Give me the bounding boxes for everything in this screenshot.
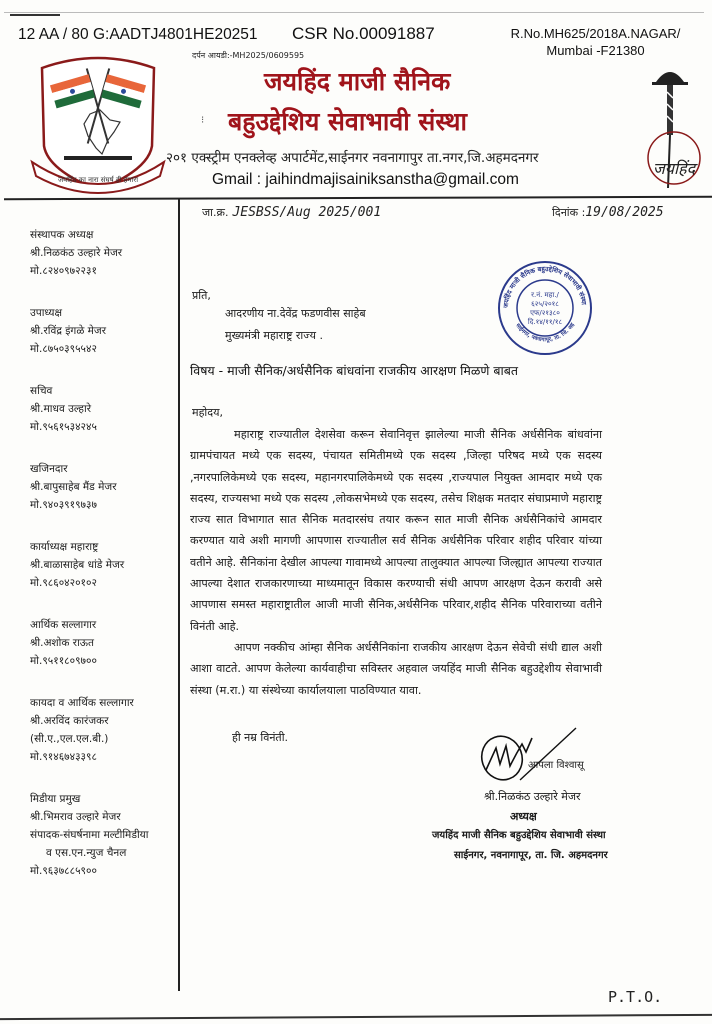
signatory-name: श्री.निळकंठ उल्हारे मेजर bbox=[484, 790, 581, 803]
member-media-head bbox=[30, 790, 178, 880]
registration-12a-80g: 12 AA / 80 G:AADTJ4801HE20251 bbox=[18, 26, 258, 43]
member-role: खजिनदार bbox=[30, 463, 68, 475]
member-financial-advisor bbox=[30, 616, 178, 670]
addressee-designation: मुख्यमंत्री महाराष्ट्र राज्य . bbox=[225, 329, 323, 342]
member-role: संस्थापक अध्यक्ष bbox=[30, 229, 94, 241]
reference-label: जा.क्र. bbox=[202, 206, 229, 219]
member-secretary bbox=[30, 382, 178, 436]
reference-value: JESBSS/Aug 2025/001 bbox=[232, 205, 382, 220]
registration-number bbox=[488, 25, 703, 59]
letter-date bbox=[552, 205, 664, 220]
member-mobile: मो.९८६०४२०१०२ bbox=[30, 577, 97, 589]
paragraph: आपण नक्कीच आंम्हा सैनिक अर्धसैनिकांना राजकीय आरक्षण देऊन सेवेची संधी द्याल अशी आशा वाटते. आपण केलेल्या कार्यवाहीचा सविस्तर अहवाल जयहिंद माजी सैनिक बहुउद्देशीय सेवाभावी संस्था (म.रा.) या संस्थेच्या कार्यालयाला पाठविण्यात यावा. bbox=[190, 640, 602, 697]
to-label: प्रति, bbox=[192, 289, 211, 302]
member-role: मिडीया प्रमुख bbox=[30, 793, 81, 805]
member-mobile: मो.९५११८०९७०० bbox=[30, 655, 97, 667]
organization-name-line1: जयहिंद माजी सैनिक bbox=[264, 67, 451, 96]
shield-shape bbox=[42, 58, 154, 190]
date-label: दिनांक : bbox=[552, 206, 586, 219]
closing-request: ही नम्र विनंती. bbox=[232, 731, 289, 744]
seal-bottom-text: साईनगर, नवनागापूर, ता. जि. अह bbox=[514, 322, 577, 344]
registration-number-line1: R.No.MH625/2018A.NAGAR/ bbox=[510, 26, 681, 41]
member-role: आर्थिक सल्लागार bbox=[30, 619, 97, 631]
darpan-id: दर्पन आयडी:-MH2025/0609595 bbox=[192, 51, 305, 60]
member-founder-president bbox=[30, 226, 178, 280]
date-value: 19/08/2025 bbox=[585, 205, 664, 220]
member-name: श्री.अशोक राऊत bbox=[30, 637, 95, 649]
member-mobile: मो.९१४६७४३३९८ bbox=[30, 751, 97, 763]
addressee-name: आदरणीय ना.देवेंद्र फडणवीस साहेब bbox=[225, 307, 366, 320]
member-role: उपाध्यक्ष bbox=[30, 307, 63, 319]
organization-logo bbox=[28, 50, 168, 196]
decorative-dots: ⁝ bbox=[201, 115, 205, 126]
member-name: श्री.भिमराव उल्हारे मेजर bbox=[30, 811, 121, 823]
yours-faithfully: आपला विश्वासू bbox=[528, 760, 584, 771]
member-name: श्री.रविंद्र इंगळे मेजर bbox=[30, 325, 107, 337]
emblem-text: जयहिंद bbox=[652, 159, 696, 178]
member-name: श्री.बापुसाहेब मैंड मेजर bbox=[30, 481, 117, 493]
member-working-president bbox=[30, 538, 178, 592]
member-designation-2: व एस.एन.न्युज चैनल bbox=[46, 847, 127, 859]
sidebar-divider bbox=[178, 199, 180, 991]
seal-outer-text: जयहिंद माजी सैनिक बहुउद्देशिय सेवाभावी संस्था bbox=[501, 264, 588, 309]
organization-address: २०१ एक्स्ट्रीम एनक्लेव्ह अपार्टमेंट,साईनगर नवनागापुर ता.नगर,जि.अहमदनगर bbox=[166, 150, 539, 166]
top-mark bbox=[10, 14, 60, 16]
paragraph: महाराष्ट्र राज्यातील देशसेवा करून सेवानिवृत्त झालेल्या माजी सैनिक अर्धसैनिक बांधवांना ग्रामपंचायत मध्ये एक सदस्य, पंचायत समितीमध्ये एक सदस्य ,जिल्हा परिषद मध्ये एक सदस्य ,नगरपालिकेमध्ये एक सदस्य, महानगरपालिकेमध्ये एक सदस्य ,राज्यपाल नियुक्त आमदार मध्ये एक सदस्य, राज्यसभा मध्ये एक सदस्य ,लोकसभेमध्ये एक सदस्य, तसेच शिक्षक मतदार संघाप्रमाणे महाराष्ट्र राज्य सात विभागात सात सैनिक मतदारसंघ तयार करून सात माजी सैनिक अर्धसैनिकांचे आमदार करण्यात यावे अशी मागणी आपणास राज्यातील सर्व सैनिक अर्धसैनिक परिवार शहीद परिवार यांच्या वतीने आहे. सैनिकांना देखील आपल्या गावामध्ये आपल्या तालुक्यात आपल्या जिल्ह्यात आपल्या राज्यात आपल्या देशात राजकारणाच्या माध्यमातून विकास करण्याची संधी आपण आरक्षण देऊन करावी असे आपणास समस्त महाराष्ट्रातील आजी माजी सैनिक,अर्धसैनिक परिवार,शहीद सैनिक परिवाराच्या वतीने विनंती आहे. bbox=[190, 428, 602, 633]
seal-line2: ६२५/२०१८ bbox=[531, 300, 559, 308]
signatory-organization: जयहिंद माजी सैनिक बहुउद्देशिय सेवाभावी संस्था bbox=[432, 830, 606, 841]
member-mobile: मो.९५६१५३४२४५ bbox=[30, 421, 97, 433]
member-qualification: (सी.ए.,एल.एल.बी.) bbox=[30, 733, 109, 745]
signature-image bbox=[476, 724, 586, 786]
please-turn-over: P.T.O. bbox=[608, 988, 663, 1006]
helmet-rifle-emblem-icon bbox=[638, 62, 702, 192]
member-mobile: मो.८७५०३९५५४२ bbox=[30, 343, 97, 355]
seal-line3: एफ/२१३८० bbox=[530, 309, 560, 317]
member-designation: संपादक-संघर्षनामा मल्टीमिडीया bbox=[30, 829, 149, 841]
member-mobile: मो.९४०३९१९७३७ bbox=[30, 499, 97, 511]
member-vice-president bbox=[30, 304, 178, 358]
letter-paragraphs bbox=[190, 424, 602, 701]
seal-line4: दि.१४/११/१८ bbox=[527, 318, 563, 326]
member-name: श्री.अरविंद कारंजकर bbox=[30, 715, 109, 727]
member-name: श्री.बाळासाहेब धांडे मेजर bbox=[30, 559, 125, 571]
registration-number-line2: Mumbai -F21380 bbox=[546, 43, 645, 58]
member-role: कार्याध्यक्ष महाराष्ट्र bbox=[30, 541, 99, 553]
letter-subject: विषय - माजी सैनिक/अर्धसैनिक बांधवांना राजकीय आरक्षण मिळणे बाबत bbox=[190, 363, 518, 378]
member-role: सचिव bbox=[30, 385, 53, 397]
organization-name-line2: बहुउद्देशिय सेवाभावी संस्था bbox=[228, 107, 468, 136]
reference-number bbox=[202, 205, 381, 220]
footer-divider bbox=[0, 1014, 712, 1020]
logo-motto: जयहिंद का नारा संघर्ष ही हमारा bbox=[57, 176, 139, 184]
office-bearers-sidebar bbox=[30, 226, 178, 904]
salutation: महोदय, bbox=[192, 406, 223, 419]
signatory-title: अध्यक्ष bbox=[510, 810, 537, 823]
header-divider bbox=[4, 196, 712, 200]
member-legal-advisor bbox=[30, 694, 178, 766]
member-name: श्री.माधव उल्हारे bbox=[30, 403, 91, 415]
member-role: कायदा व आर्थिक सल्लागार bbox=[30, 697, 134, 709]
member-mobile: मो.९६३७८८५९०० bbox=[30, 865, 97, 877]
member-mobile: मो.८२४०९७२२३१ bbox=[30, 265, 97, 277]
member-treasurer bbox=[30, 460, 178, 514]
page-top-edge bbox=[4, 12, 704, 13]
csr-number: CSR No.00091887 bbox=[292, 24, 435, 43]
member-name: श्री.निळकंठ उल्हारे मेजर bbox=[30, 247, 123, 259]
seal-line1: र.नं. महा./ bbox=[531, 291, 559, 299]
organization-seal-stamp bbox=[496, 259, 594, 357]
organization-email: Gmail : jaihindmajisainiksanstha@gmail.com bbox=[212, 171, 519, 188]
signatory-place: साईनगर, नवनागापूर, ता. जि. अहमदनगर bbox=[454, 850, 608, 861]
